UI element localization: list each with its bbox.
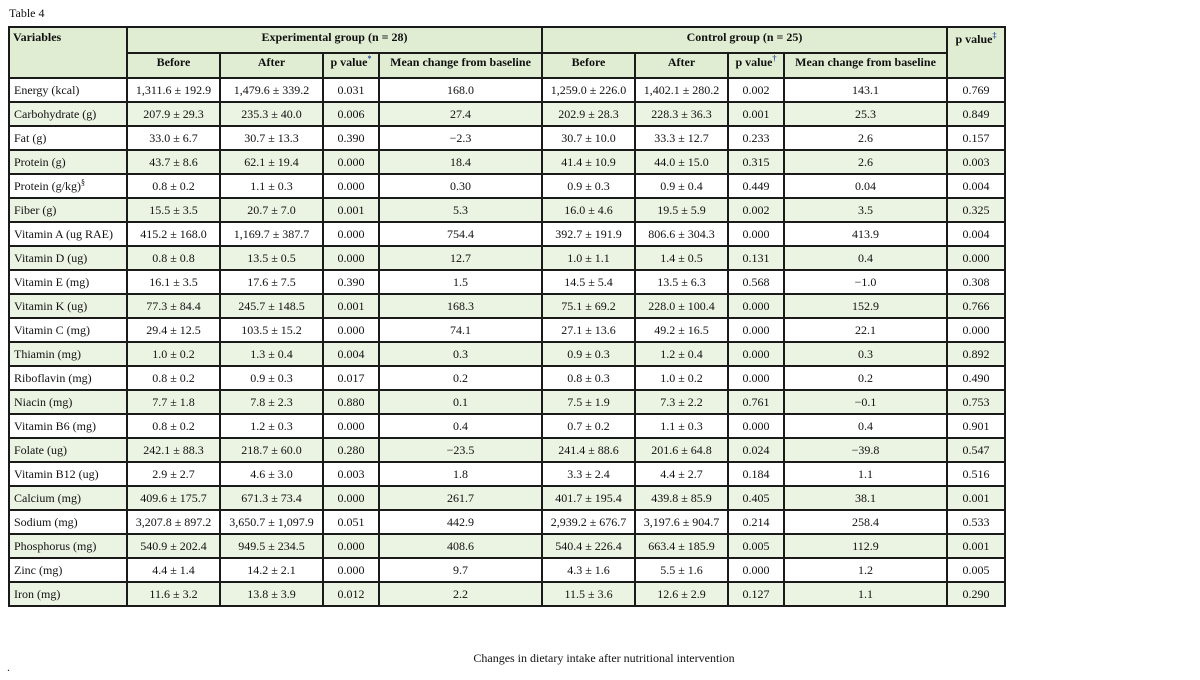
- ctrl-before-cell: 3.3 ± 2.4: [542, 462, 635, 486]
- p-value-between-cell: 0.004: [947, 174, 1005, 198]
- exp-p-value-cell: 0.000: [323, 246, 379, 270]
- exp-p-value-cell: 0.017: [323, 366, 379, 390]
- variable-name-cell: [9, 534, 127, 558]
- ctrl-after-cell: 5.5 ± 1.6: [635, 558, 728, 582]
- exp-after-cell: 1,169.7 ± 387.7: [220, 222, 323, 246]
- table-row: [9, 102, 1005, 126]
- variable-name: Protein (g): [14, 154, 66, 169]
- ctrl-after-cell: 663.4 ± 185.9: [635, 534, 728, 558]
- table-row: [9, 414, 1005, 438]
- exp-p-value-cell: 0.000: [323, 414, 379, 438]
- variable-name-cell: [9, 366, 127, 390]
- table-body: [9, 78, 1005, 606]
- ctrl-after-cell: 4.4 ± 2.7: [635, 462, 728, 486]
- ctrl-after-cell: 439.8 ± 85.9: [635, 486, 728, 510]
- ctrl-p-value-cell: 0.214: [728, 510, 784, 534]
- table-row: [9, 198, 1005, 222]
- variable-name: Vitamin A (ug RAE): [14, 226, 113, 241]
- table-row: [9, 510, 1005, 534]
- stray-mark: .: [7, 660, 10, 674]
- exp-p-value-cell: 0.000: [323, 486, 379, 510]
- table-row: [9, 438, 1005, 462]
- ctrl-after-cell: 1.1 ± 0.3: [635, 414, 728, 438]
- exp-mean-change-cell: 168.3: [379, 294, 542, 318]
- variable-name: Iron (mg): [14, 586, 61, 601]
- ctrl-mean-change-cell: 0.04: [784, 174, 947, 198]
- ctrl-after-cell: 12.6 ± 2.9: [635, 582, 728, 606]
- table-row: [9, 246, 1005, 270]
- dietary-intake-table: [8, 26, 1006, 607]
- exp-p-value-cell: 0.390: [323, 126, 379, 150]
- ctrl-after-cell: 19.5 ± 5.9: [635, 198, 728, 222]
- exp-mean-change-cell: 0.4: [379, 414, 542, 438]
- exp-before-cell: 409.6 ± 175.7: [127, 486, 220, 510]
- exp-before-cell: 3,207.8 ± 897.2: [127, 510, 220, 534]
- exp-before-cell: 7.7 ± 1.8: [127, 390, 220, 414]
- table-row: [9, 294, 1005, 318]
- dagger-mark: †: [772, 54, 777, 63]
- ctrl-p-value-cell: 0.000: [728, 318, 784, 342]
- ctrl-p-value-label: p value: [735, 55, 773, 69]
- section-mark: §: [81, 177, 85, 187]
- exp-before-header: Before: [127, 53, 220, 78]
- variable-name: Riboflavin (mg): [14, 370, 92, 385]
- ctrl-after-cell: 13.5 ± 6.3: [635, 270, 728, 294]
- p-value-between-cell: 0.005: [947, 558, 1005, 582]
- variable-name: Carbohydrate (g): [14, 106, 97, 121]
- ctrl-before-cell: 540.4 ± 226.4: [542, 534, 635, 558]
- ctrl-p-value-cell: 0.000: [728, 222, 784, 246]
- variable-name: Fiber (g): [14, 202, 57, 217]
- variable-name: Vitamin B6 (mg): [14, 418, 96, 433]
- p-value-between-cell: 0.000: [947, 246, 1005, 270]
- exp-after-cell: 245.7 ± 148.5: [220, 294, 323, 318]
- exp-before-cell: 77.3 ± 84.4: [127, 294, 220, 318]
- table-row: [9, 366, 1005, 390]
- exp-p-value-cell: 0.000: [323, 534, 379, 558]
- variable-name-cell: [9, 150, 127, 174]
- variable-name: Sodium (mg): [14, 514, 78, 529]
- variable-name-cell: [9, 198, 127, 222]
- ctrl-after-cell: 201.6 ± 64.8: [635, 438, 728, 462]
- exp-after-cell: 0.9 ± 0.3: [220, 366, 323, 390]
- exp-before-cell: 1.0 ± 0.2: [127, 342, 220, 366]
- ctrl-mean-change-cell: 0.4: [784, 414, 947, 438]
- exp-after-cell: 30.7 ± 13.3: [220, 126, 323, 150]
- ctrl-mean-change-cell: 25.3: [784, 102, 947, 126]
- ctrl-after-cell: 228.3 ± 36.3: [635, 102, 728, 126]
- exp-after-cell: 218.7 ± 60.0: [220, 438, 323, 462]
- ctrl-before-cell: 14.5 ± 5.4: [542, 270, 635, 294]
- ctrl-after-cell: 1.2 ± 0.4: [635, 342, 728, 366]
- variable-name-cell: [9, 126, 127, 150]
- exp-mean-change-cell: 12.7: [379, 246, 542, 270]
- ctrl-mean-change-cell: 2.6: [784, 150, 947, 174]
- variable-name: Vitamin D (ug): [14, 250, 88, 265]
- variable-name: Niacin (mg): [14, 394, 73, 409]
- exp-before-cell: 4.4 ± 1.4: [127, 558, 220, 582]
- exp-p-value-cell: 0.001: [323, 198, 379, 222]
- variable-name-cell: [9, 462, 127, 486]
- ctrl-mean-change-cell: 0.4: [784, 246, 947, 270]
- variable-name: Phosphorus (mg): [14, 538, 97, 553]
- p-value-between-cell: 0.533: [947, 510, 1005, 534]
- exp-p-value-cell: 0.390: [323, 270, 379, 294]
- exp-mean-change-cell: 5.3: [379, 198, 542, 222]
- ctrl-p-value-cell: 0.233: [728, 126, 784, 150]
- ctrl-p-value-cell: 0.001: [728, 102, 784, 126]
- ctrl-after-cell: 7.3 ± 2.2: [635, 390, 728, 414]
- exp-before-cell: 0.8 ± 0.2: [127, 366, 220, 390]
- exp-after-cell: 4.6 ± 3.0: [220, 462, 323, 486]
- table-label: Table 4: [9, 6, 45, 20]
- ctrl-mean-change-cell: 0.3: [784, 342, 947, 366]
- ctrl-p-value-cell: 0.761: [728, 390, 784, 414]
- variable-name-cell: [9, 558, 127, 582]
- exp-mean-change-cell: 754.4: [379, 222, 542, 246]
- variables-header: Variables: [9, 27, 127, 78]
- p-value-between-cell: 0.290: [947, 582, 1005, 606]
- exp-p-value-cell: 0.000: [323, 318, 379, 342]
- ctrl-p-value-cell: 0.000: [728, 366, 784, 390]
- table-row: [9, 462, 1005, 486]
- exp-after-cell: 1.3 ± 0.4: [220, 342, 323, 366]
- ctrl-after-cell: 33.3 ± 12.7: [635, 126, 728, 150]
- ctrl-mean-change-cell: 152.9: [784, 294, 947, 318]
- variable-name: Zinc (mg): [14, 562, 63, 577]
- exp-before-cell: 0.8 ± 0.8: [127, 246, 220, 270]
- ctrl-before-cell: 0.9 ± 0.3: [542, 342, 635, 366]
- p-value-between-cell: 0.001: [947, 486, 1005, 510]
- variable-name-cell: [9, 102, 127, 126]
- variable-name-cell: [9, 390, 127, 414]
- exp-after-cell: 3,650.7 ± 1,097.9: [220, 510, 323, 534]
- variable-name-cell: [9, 438, 127, 462]
- exp-after-cell: 103.5 ± 15.2: [220, 318, 323, 342]
- ctrl-after-cell: 806.6 ± 304.3: [635, 222, 728, 246]
- exp-mean-change-cell: 0.1: [379, 390, 542, 414]
- ctrl-after-cell: 1.0 ± 0.2: [635, 366, 728, 390]
- ctrl-mean-change-header: Mean change from baseline: [784, 53, 947, 78]
- exp-before-cell: 33.0 ± 6.7: [127, 126, 220, 150]
- ctrl-mean-change-cell: −0.1: [784, 390, 947, 414]
- ctrl-before-cell: 2,939.2 ± 676.7: [542, 510, 635, 534]
- exp-after-header: After: [220, 53, 323, 78]
- exp-after-cell: 949.5 ± 234.5: [220, 534, 323, 558]
- ctrl-before-cell: 75.1 ± 69.2: [542, 294, 635, 318]
- ctrl-after-cell: 228.0 ± 100.4: [635, 294, 728, 318]
- variable-name-cell: [9, 294, 127, 318]
- table-caption: Changes in dietary intake after nutritional intervention: [473, 651, 735, 665]
- variable-name-cell: [9, 342, 127, 366]
- variable-name: Folate (ug): [14, 442, 67, 457]
- ctrl-before-cell: 401.7 ± 195.4: [542, 486, 635, 510]
- ctrl-before-cell: 16.0 ± 4.6: [542, 198, 635, 222]
- header-row-columns: [9, 53, 1005, 78]
- ctrl-mean-change-cell: 1.1: [784, 462, 947, 486]
- exp-after-cell: 13.5 ± 0.5: [220, 246, 323, 270]
- exp-after-cell: 13.8 ± 3.9: [220, 582, 323, 606]
- table-row: [9, 126, 1005, 150]
- exp-before-cell: 1,311.6 ± 192.9: [127, 78, 220, 102]
- variable-name: Thiamin (mg): [14, 346, 81, 361]
- exp-mean-change-cell: 261.7: [379, 486, 542, 510]
- p-value-between-label: p value: [955, 32, 993, 46]
- variable-name-cell: [9, 414, 127, 438]
- ctrl-p-value-cell: 0.000: [728, 342, 784, 366]
- exp-after-cell: 235.3 ± 40.0: [220, 102, 323, 126]
- ctrl-p-value-cell: 0.131: [728, 246, 784, 270]
- exp-before-cell: 207.9 ± 29.3: [127, 102, 220, 126]
- exp-mean-change-cell: 442.9: [379, 510, 542, 534]
- ctrl-p-value-cell: 0.000: [728, 294, 784, 318]
- exp-after-cell: 20.7 ± 7.0: [220, 198, 323, 222]
- table-row: [9, 534, 1005, 558]
- variable-name: Vitamin B12 (ug): [14, 466, 99, 481]
- exp-after-cell: 1.2 ± 0.3: [220, 414, 323, 438]
- exp-after-cell: 14.2 ± 2.1: [220, 558, 323, 582]
- ctrl-after-cell: 1,402.1 ± 280.2: [635, 78, 728, 102]
- variable-name-cell: [9, 486, 127, 510]
- table-row: [9, 270, 1005, 294]
- ctrl-after-cell: 44.0 ± 15.0: [635, 150, 728, 174]
- ctrl-before-cell: 4.3 ± 1.6: [542, 558, 635, 582]
- variable-name: Calcium (mg): [14, 490, 81, 505]
- exp-p-value-cell: 0.000: [323, 150, 379, 174]
- ctrl-mean-change-cell: 38.1: [784, 486, 947, 510]
- exp-before-cell: 242.1 ± 88.3: [127, 438, 220, 462]
- variable-name-cell: [9, 318, 127, 342]
- ctrl-before-cell: 0.9 ± 0.3: [542, 174, 635, 198]
- exp-mean-change-cell: 0.30: [379, 174, 542, 198]
- ctrl-before-cell: 41.4 ± 10.9: [542, 150, 635, 174]
- variable-name-cell: [9, 582, 127, 606]
- ctrl-p-value-cell: 0.127: [728, 582, 784, 606]
- ctrl-before-cell: 0.8 ± 0.3: [542, 366, 635, 390]
- variable-name-cell: [9, 78, 127, 102]
- variable-name: Fat (g): [14, 130, 47, 145]
- exp-p-value-cell: 0.001: [323, 294, 379, 318]
- ctrl-p-value-cell: 0.568: [728, 270, 784, 294]
- exp-before-cell: 16.1 ± 3.5: [127, 270, 220, 294]
- p-value-between-cell: 0.308: [947, 270, 1005, 294]
- exp-mean-change-cell: 9.7: [379, 558, 542, 582]
- control-group-header: Control group (n = 25): [542, 27, 947, 53]
- exp-p-value-header: [323, 53, 379, 78]
- ctrl-p-value-cell: 0.005: [728, 534, 784, 558]
- ctrl-after-cell: 0.9 ± 0.4: [635, 174, 728, 198]
- p-value-between-cell: 0.892: [947, 342, 1005, 366]
- exp-p-value-cell: 0.880: [323, 390, 379, 414]
- ctrl-mean-change-cell: 258.4: [784, 510, 947, 534]
- exp-p-value-cell: 0.012: [323, 582, 379, 606]
- table-row: [9, 318, 1005, 342]
- ctrl-before-cell: 1,259.0 ± 226.0: [542, 78, 635, 102]
- ctrl-before-cell: 11.5 ± 3.6: [542, 582, 635, 606]
- exp-mean-change-cell: −23.5: [379, 438, 542, 462]
- exp-after-cell: 62.1 ± 19.4: [220, 150, 323, 174]
- p-value-between-cell: 0.157: [947, 126, 1005, 150]
- p-value-between-cell: 0.490: [947, 366, 1005, 390]
- exp-before-cell: 0.8 ± 0.2: [127, 174, 220, 198]
- exp-mean-change-cell: 18.4: [379, 150, 542, 174]
- exp-mean-change-cell: 27.4: [379, 102, 542, 126]
- variable-name: Energy (kcal): [14, 82, 80, 97]
- ctrl-p-value-cell: 0.405: [728, 486, 784, 510]
- ctrl-mean-change-cell: −1.0: [784, 270, 947, 294]
- ctrl-mean-change-cell: 0.2: [784, 366, 947, 390]
- exp-after-cell: 1,479.6 ± 339.2: [220, 78, 323, 102]
- p-value-between-cell: 0.547: [947, 438, 1005, 462]
- exp-mean-change-cell: 2.2: [379, 582, 542, 606]
- ctrl-p-value-cell: 0.024: [728, 438, 784, 462]
- p-value-between-cell: 0.766: [947, 294, 1005, 318]
- variable-name: Vitamin E (mg): [14, 274, 90, 289]
- ctrl-mean-change-cell: 112.9: [784, 534, 947, 558]
- variable-name-cell: [9, 174, 127, 198]
- ctrl-before-cell: 0.7 ± 0.2: [542, 414, 635, 438]
- ctrl-mean-change-cell: 1.2: [784, 558, 947, 582]
- table-row: [9, 558, 1005, 582]
- variable-name: Vitamin K (ug): [14, 298, 88, 313]
- p-value-between-cell: 0.516: [947, 462, 1005, 486]
- p-value-between-cell: 0.753: [947, 390, 1005, 414]
- exp-mean-change-cell: 1.8: [379, 462, 542, 486]
- exp-p-value-cell: 0.006: [323, 102, 379, 126]
- exp-p-value-cell: 0.003: [323, 462, 379, 486]
- exp-p-value-cell: 0.000: [323, 222, 379, 246]
- p-value-between-cell: 0.849: [947, 102, 1005, 126]
- exp-before-cell: 11.6 ± 3.2: [127, 582, 220, 606]
- table-row: [9, 582, 1005, 606]
- exp-mean-change-cell: 408.6: [379, 534, 542, 558]
- ctrl-before-cell: 241.4 ± 88.6: [542, 438, 635, 462]
- ctrl-p-value-header: [728, 53, 784, 78]
- ctrl-mean-change-cell: 143.1: [784, 78, 947, 102]
- exp-p-value-cell: 0.004: [323, 342, 379, 366]
- exp-before-cell: 2.9 ± 2.7: [127, 462, 220, 486]
- variable-name-cell: [9, 222, 127, 246]
- ctrl-before-cell: 7.5 ± 1.9: [542, 390, 635, 414]
- ctrl-mean-change-cell: 22.1: [784, 318, 947, 342]
- ctrl-p-value-cell: 0.002: [728, 198, 784, 222]
- double-dagger-mark: ‡: [992, 31, 997, 40]
- ctrl-before-cell: 27.1 ± 13.6: [542, 318, 635, 342]
- ctrl-mean-change-cell: 413.9: [784, 222, 947, 246]
- table-row: [9, 486, 1005, 510]
- p-value-between-cell: 0.000: [947, 318, 1005, 342]
- exp-after-cell: 671.3 ± 73.4: [220, 486, 323, 510]
- p-value-between-cell: 0.901: [947, 414, 1005, 438]
- exp-mean-change-cell: 0.2: [379, 366, 542, 390]
- p-value-between-cell: 0.004: [947, 222, 1005, 246]
- exp-mean-change-header: Mean change from baseline: [379, 53, 542, 78]
- exp-before-cell: 0.8 ± 0.2: [127, 414, 220, 438]
- ctrl-p-value-cell: 0.449: [728, 174, 784, 198]
- ctrl-mean-change-cell: −39.8: [784, 438, 947, 462]
- table-row: [9, 150, 1005, 174]
- exp-before-cell: 43.7 ± 8.6: [127, 150, 220, 174]
- ctrl-after-header: After: [635, 53, 728, 78]
- ctrl-before-cell: 202.9 ± 28.3: [542, 102, 635, 126]
- exp-mean-change-cell: 74.1: [379, 318, 542, 342]
- exp-p-value-cell: 0.000: [323, 174, 379, 198]
- exp-before-cell: 15.5 ± 3.5: [127, 198, 220, 222]
- exp-mean-change-cell: −2.3: [379, 126, 542, 150]
- p-value-between-cell: 0.325: [947, 198, 1005, 222]
- ctrl-after-cell: 3,197.6 ± 904.7: [635, 510, 728, 534]
- exp-after-cell: 7.8 ± 2.3: [220, 390, 323, 414]
- ctrl-p-value-cell: 0.002: [728, 78, 784, 102]
- p-value-between-cell: 0.001: [947, 534, 1005, 558]
- ctrl-after-cell: 49.2 ± 16.5: [635, 318, 728, 342]
- experimental-group-header: Experimental group (n = 28): [127, 27, 542, 53]
- header-row-groups: [9, 27, 1005, 53]
- ctrl-mean-change-cell: 2.6: [784, 126, 947, 150]
- variable-name-cell: [9, 270, 127, 294]
- exp-mean-change-cell: 0.3: [379, 342, 542, 366]
- exp-before-cell: 415.2 ± 168.0: [127, 222, 220, 246]
- ctrl-before-cell: 392.7 ± 191.9: [542, 222, 635, 246]
- ctrl-before-cell: 30.7 ± 10.0: [542, 126, 635, 150]
- ctrl-p-value-cell: 0.000: [728, 558, 784, 582]
- table-row: [9, 78, 1005, 102]
- ctrl-mean-change-cell: 1.1: [784, 582, 947, 606]
- variable-name: Protein (g/kg): [14, 178, 81, 193]
- exp-p-value-cell: 0.051: [323, 510, 379, 534]
- ctrl-p-value-cell: 0.184: [728, 462, 784, 486]
- p-value-between-header: [947, 27, 1005, 78]
- table-caption-wrap: [0, 651, 1200, 666]
- ctrl-p-value-cell: 0.000: [728, 414, 784, 438]
- table-row: [9, 174, 1005, 198]
- ctrl-before-cell: 1.0 ± 1.1: [542, 246, 635, 270]
- table-row: [9, 390, 1005, 414]
- asterisk-mark: *: [367, 54, 372, 63]
- p-value-between-cell: 0.003: [947, 150, 1005, 174]
- ctrl-mean-change-cell: 3.5: [784, 198, 947, 222]
- ctrl-before-header: Before: [542, 53, 635, 78]
- exp-p-value-cell: 0.031: [323, 78, 379, 102]
- exp-after-cell: 17.6 ± 7.5: [220, 270, 323, 294]
- ctrl-after-cell: 1.4 ± 0.5: [635, 246, 728, 270]
- variable-name: Vitamin C (mg): [14, 322, 90, 337]
- variable-name-cell: [9, 246, 127, 270]
- exp-mean-change-cell: 1.5: [379, 270, 542, 294]
- exp-before-cell: 540.9 ± 202.4: [127, 534, 220, 558]
- exp-mean-change-cell: 168.0: [379, 78, 542, 102]
- exp-after-cell: 1.1 ± 0.3: [220, 174, 323, 198]
- variable-name-cell: [9, 510, 127, 534]
- ctrl-p-value-cell: 0.315: [728, 150, 784, 174]
- table-row: [9, 342, 1005, 366]
- table-row: [9, 222, 1005, 246]
- exp-p-value-cell: 0.280: [323, 438, 379, 462]
- exp-before-cell: 29.4 ± 12.5: [127, 318, 220, 342]
- exp-p-value-cell: 0.000: [323, 558, 379, 582]
- exp-p-value-label: p value: [330, 55, 368, 69]
- p-value-between-cell: 0.769: [947, 78, 1005, 102]
